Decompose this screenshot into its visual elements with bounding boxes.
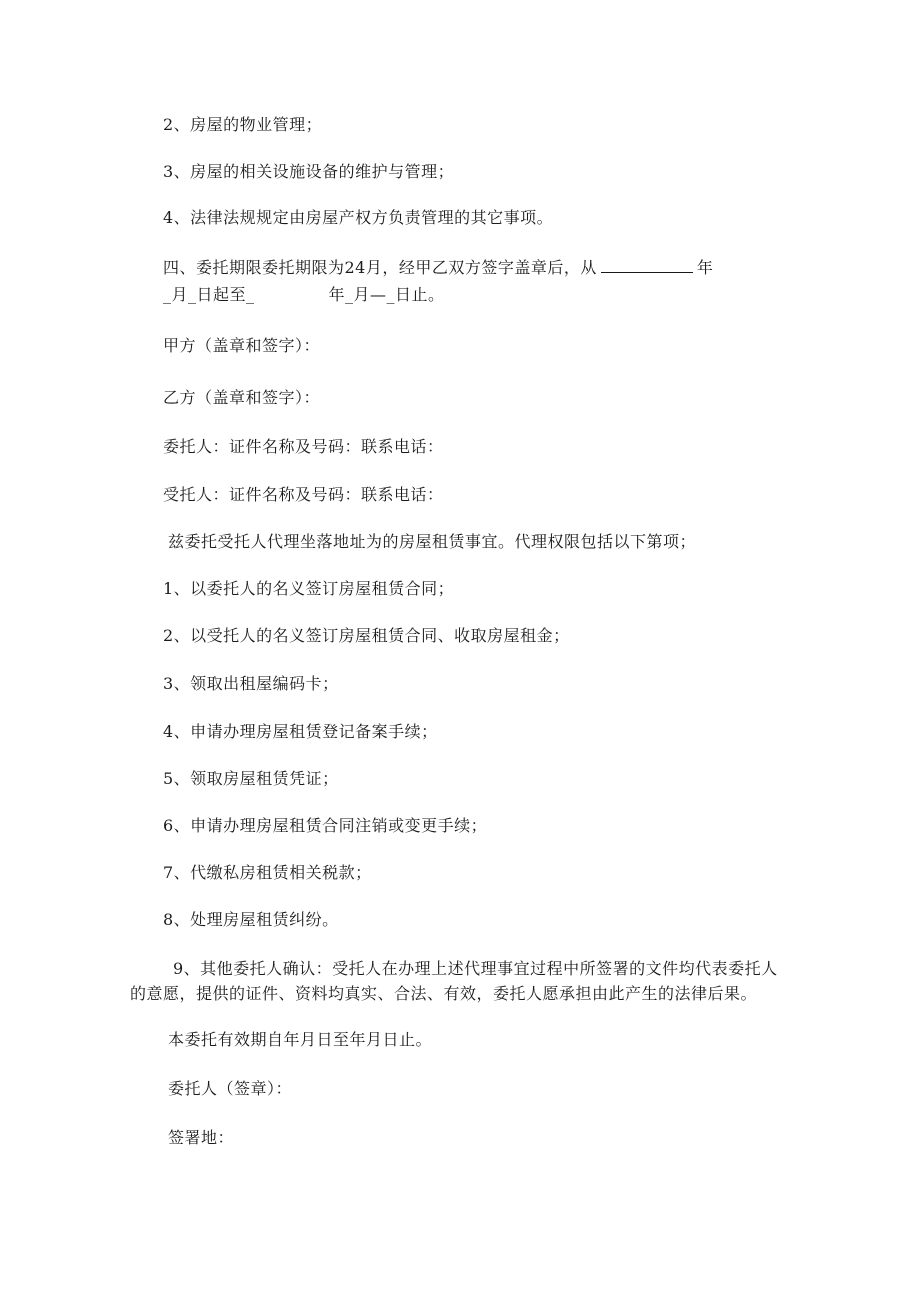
term-line-2-end: 年_月—_日止。 <box>328 285 445 304</box>
term-line-2 <box>163 284 445 306</box>
item-other-matters: 4、法律法规规定由房屋产权方负责管理的其它事项。 <box>163 208 554 227</box>
scope-item: 7、代缴私房租赁相关税款； <box>163 863 372 882</box>
item-property-management: 2、房屋的物业管理； <box>163 115 323 134</box>
principal-info: 委托人：证件名称及号码：联系电话： <box>163 437 444 456</box>
party-b-signature: 乙方（盖章和签字）： <box>163 388 321 407</box>
validity-period: 本委托有效期自年月日至年月日止。 <box>168 1030 433 1049</box>
item-9-line-1: 9、其他委托人确认：受托人在办理上述代理事宜过程中所签署的文件均代表委托人 <box>173 959 778 978</box>
scope-intro: 兹委托受托人代理坐落地址为的房屋租赁事宜。代理权限包括以下第项； <box>168 532 697 551</box>
term-year-label: 年 <box>696 258 714 277</box>
party-a-signature: 甲方（盖章和签字）： <box>163 336 321 355</box>
scope-item: 4、申请办理房屋租赁登记备案手续； <box>163 722 438 741</box>
start-year-blank <box>601 256 693 273</box>
term-line-2-start: _月_日起至_ <box>163 285 255 304</box>
scope-item: 6、申请办理房屋租赁合同注销或变更手续； <box>163 816 488 835</box>
scope-item: 1、以委托人的名义签订房屋租赁合同； <box>163 579 455 598</box>
scope-item: 8、处理房屋租赁纠纷。 <box>163 910 339 929</box>
scope-item: 2、以受托人的名义签订房屋租赁合同、收取房屋租金； <box>163 626 570 645</box>
item-9-line-2: 的意愿，提供的证件、资料均真实、合法、有效，委托人愿承担由此产生的法律后果。 <box>130 984 758 1003</box>
term-line-1 <box>163 256 713 279</box>
item-facility-maintenance: 3、房屋的相关设施设备的维护与管理； <box>163 162 455 181</box>
sign-place: 签署地： <box>168 1128 235 1147</box>
scope-item: 5、领取房屋租赁凭证； <box>163 769 339 788</box>
term-line-1-text: 四、委托期限委托期限为24月，经甲乙双方签字盖章后，从 <box>163 258 597 277</box>
scope-item: 3、领取出租屋编码卡； <box>163 674 339 693</box>
agent-info: 受托人：证件名称及号码：联系电话： <box>163 485 444 504</box>
principal-sign: 委托人（签章）： <box>168 1079 293 1098</box>
